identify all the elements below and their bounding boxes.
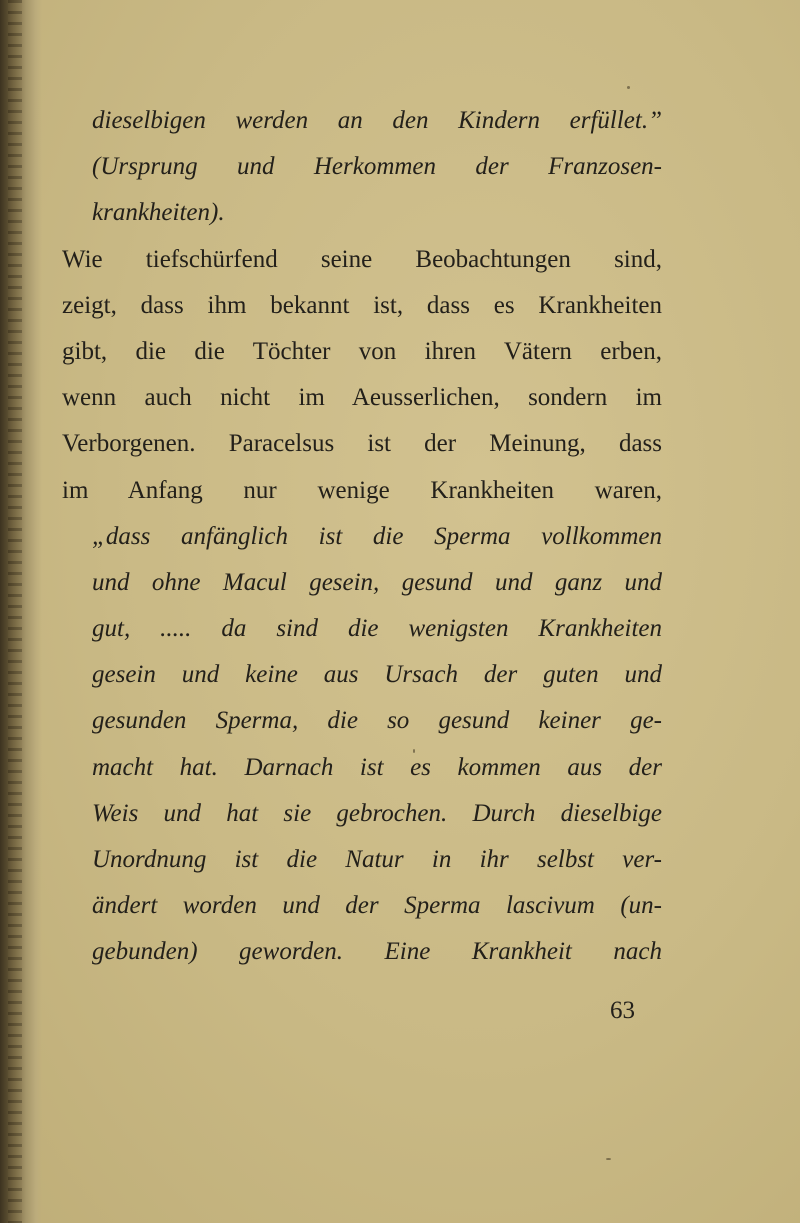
text-line-17: Unordnung ist die Natur in ihr selbst ver- [92, 846, 662, 873]
binding-stitching [8, 0, 22, 1223]
text-line-11: und ohne Macul gesein, gesund und ganz und [92, 568, 662, 596]
text-line-3: krankheiten). [92, 199, 225, 227]
text-line-8: Verborgenen. Paracelsus ist der Meinung, dass [62, 430, 662, 458]
text-line-12: gut, ..... da sind die wenigsten Krankheiten [92, 615, 662, 643]
book-binding-edge [0, 0, 42, 1223]
text-line-4: Wie tiefschürfend seine Beobachtungen sind, [62, 245, 662, 273]
text-line-5: zeigt, dass ihm bekannt ist, dass es Krankheiten [62, 291, 662, 319]
body-text [62, 98, 662, 976]
text-line-18: ändert worden und der Sperma lascivum (un- [92, 892, 662, 920]
paper-speck [627, 86, 630, 89]
text-line-2: (Ursprung und Herkommen der Franzosen- [92, 153, 662, 181]
text-line-7: wenn auch nicht im Aeusserlichen, sondern im [62, 384, 662, 412]
text-line-1: dieselbigen werden an den Kindern erfüllet.” [92, 107, 662, 134]
text-line-14: gesunden Sperma, die so gesund keiner ge- [92, 707, 662, 735]
text-line-15: macht hat. Darnach ist es kommen aus der [92, 753, 662, 781]
text-line-9: im Anfang nur wenige Krankheiten waren, [62, 476, 662, 504]
text-line-19: gebunden) geworden. Eine Krankheit nach [92, 938, 662, 966]
text-line-10: „dass anfänglich ist die Sperma vollkommen [92, 522, 662, 550]
text-line-13: gesein und keine aus Ursach der guten und [92, 661, 662, 689]
text-line-16: Weis und hat sie gebrochen. Durch dieselbige [92, 799, 662, 827]
page-number: 63 [610, 997, 635, 1024]
paper-speck [606, 1158, 611, 1160]
text-line-6: gibt, die die Töchter von ihren Vätern erben, [62, 337, 662, 365]
